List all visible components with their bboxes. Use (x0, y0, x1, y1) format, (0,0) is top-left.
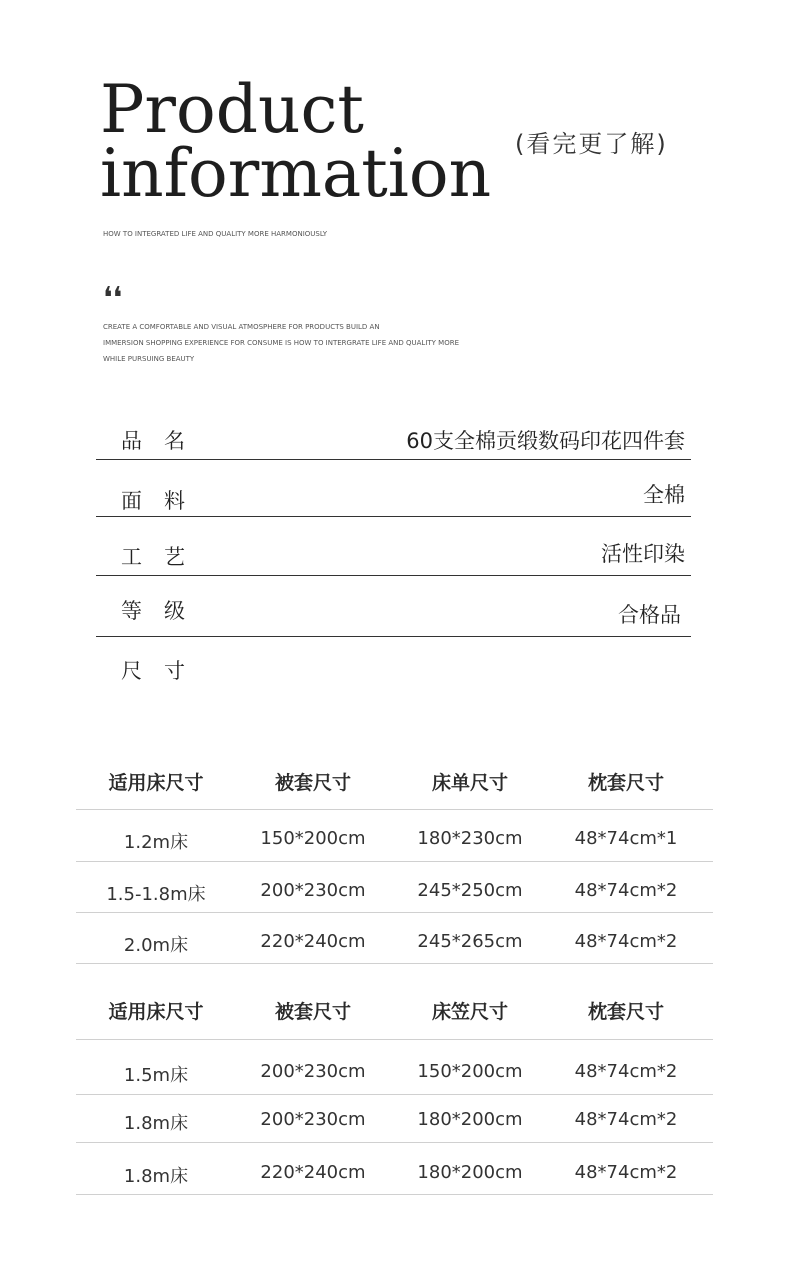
table-cell: 48*74cm*2 (574, 1061, 678, 1082)
divider (76, 861, 713, 862)
table-cell: 245*265cm (417, 931, 523, 952)
divider (76, 809, 713, 810)
tagline: HOW TO INTEGRATED LIFE AND QUALITY MORE HARMONIOUSLY (103, 230, 328, 238)
quote-line: IMMERSION SHOPPING EXPERIENCE FOR CONSUME IS HOW TO INTERGRATE LIFE AND QUALITY MORE (103, 339, 459, 347)
table-cell: 200*230cm (260, 880, 366, 901)
table-header-cell: 枕套尺寸 (587, 1001, 664, 1023)
quote-line: CREATE A COMFORTABLE AND VISUAL ATMOSPHERE FOR PRODUCTS BUILD AN (103, 323, 380, 331)
table-cell: 220*240cm (260, 931, 366, 952)
table-header-cell: 床单尺寸 (431, 772, 508, 794)
info-value: 合格品 (618, 603, 681, 627)
table-cell: 1.5-1.8m床 (106, 884, 206, 905)
divider (96, 516, 691, 517)
quote-text (103, 319, 503, 367)
table-cell: 1.5m床 (123, 1065, 189, 1086)
table-cell: 245*250cm (417, 880, 523, 901)
table-cell: 48*74cm*2 (574, 1109, 678, 1130)
divider (96, 575, 691, 576)
table-header-cell: 被套尺寸 (274, 1001, 351, 1023)
divider (96, 636, 691, 637)
table-cell: 220*240cm (260, 1162, 366, 1183)
divider (76, 1142, 713, 1143)
title-line-1: Product (100, 71, 364, 148)
table-header-cell: 适用床尺寸 (108, 772, 204, 794)
table-cell: 48*74cm*2 (574, 1162, 678, 1183)
divider (76, 1039, 713, 1040)
info-label: 工艺 (121, 545, 207, 569)
table-header-cell: 床笠尺寸 (431, 1001, 508, 1023)
info-label: 品名 (121, 429, 207, 453)
table-cell: 1.2m床 (123, 832, 189, 853)
title-line-2: information (100, 135, 492, 212)
table-header-cell: 适用床尺寸 (108, 1001, 204, 1023)
divider (76, 1194, 713, 1195)
table-cell: 180*200cm (417, 1109, 523, 1130)
table-cell: 48*74cm*2 (574, 880, 678, 901)
subtitle-cn: (看完更了解) (515, 130, 668, 158)
info-label: 面料 (121, 489, 207, 513)
info-value: 全棉 (643, 483, 685, 507)
info-value: 活性印染 (601, 542, 685, 566)
divider (96, 459, 691, 460)
table-cell: 200*230cm (260, 1109, 366, 1130)
quote-line: WHILE PURSUING BEAUTY (103, 355, 195, 363)
divider (76, 963, 713, 964)
table-cell: 180*200cm (417, 1162, 523, 1183)
table-cell: 48*74cm*1 (574, 828, 678, 849)
info-label: 等级 (121, 599, 207, 623)
table-header-cell: 枕套尺寸 (587, 772, 664, 794)
table-cell: 150*200cm (260, 828, 366, 849)
table-cell: 180*230cm (417, 828, 523, 849)
table-cell: 48*74cm*2 (574, 931, 678, 952)
table-header-cell: 被套尺寸 (274, 772, 351, 794)
page-title (100, 71, 492, 212)
table-cell: 1.8m床 (123, 1113, 189, 1134)
table-cell: 1.8m床 (123, 1166, 189, 1187)
info-value: 60支全棉贡缎数码印花四件套 (406, 429, 685, 453)
info-label: 尺寸 (121, 659, 207, 683)
table-cell: 2.0m床 (123, 935, 189, 956)
quote-mark-icon: ❛❛ (103, 281, 123, 316)
table-cell: 150*200cm (417, 1061, 523, 1082)
divider (76, 1094, 713, 1095)
table-cell: 200*230cm (260, 1061, 366, 1082)
divider (76, 912, 713, 913)
